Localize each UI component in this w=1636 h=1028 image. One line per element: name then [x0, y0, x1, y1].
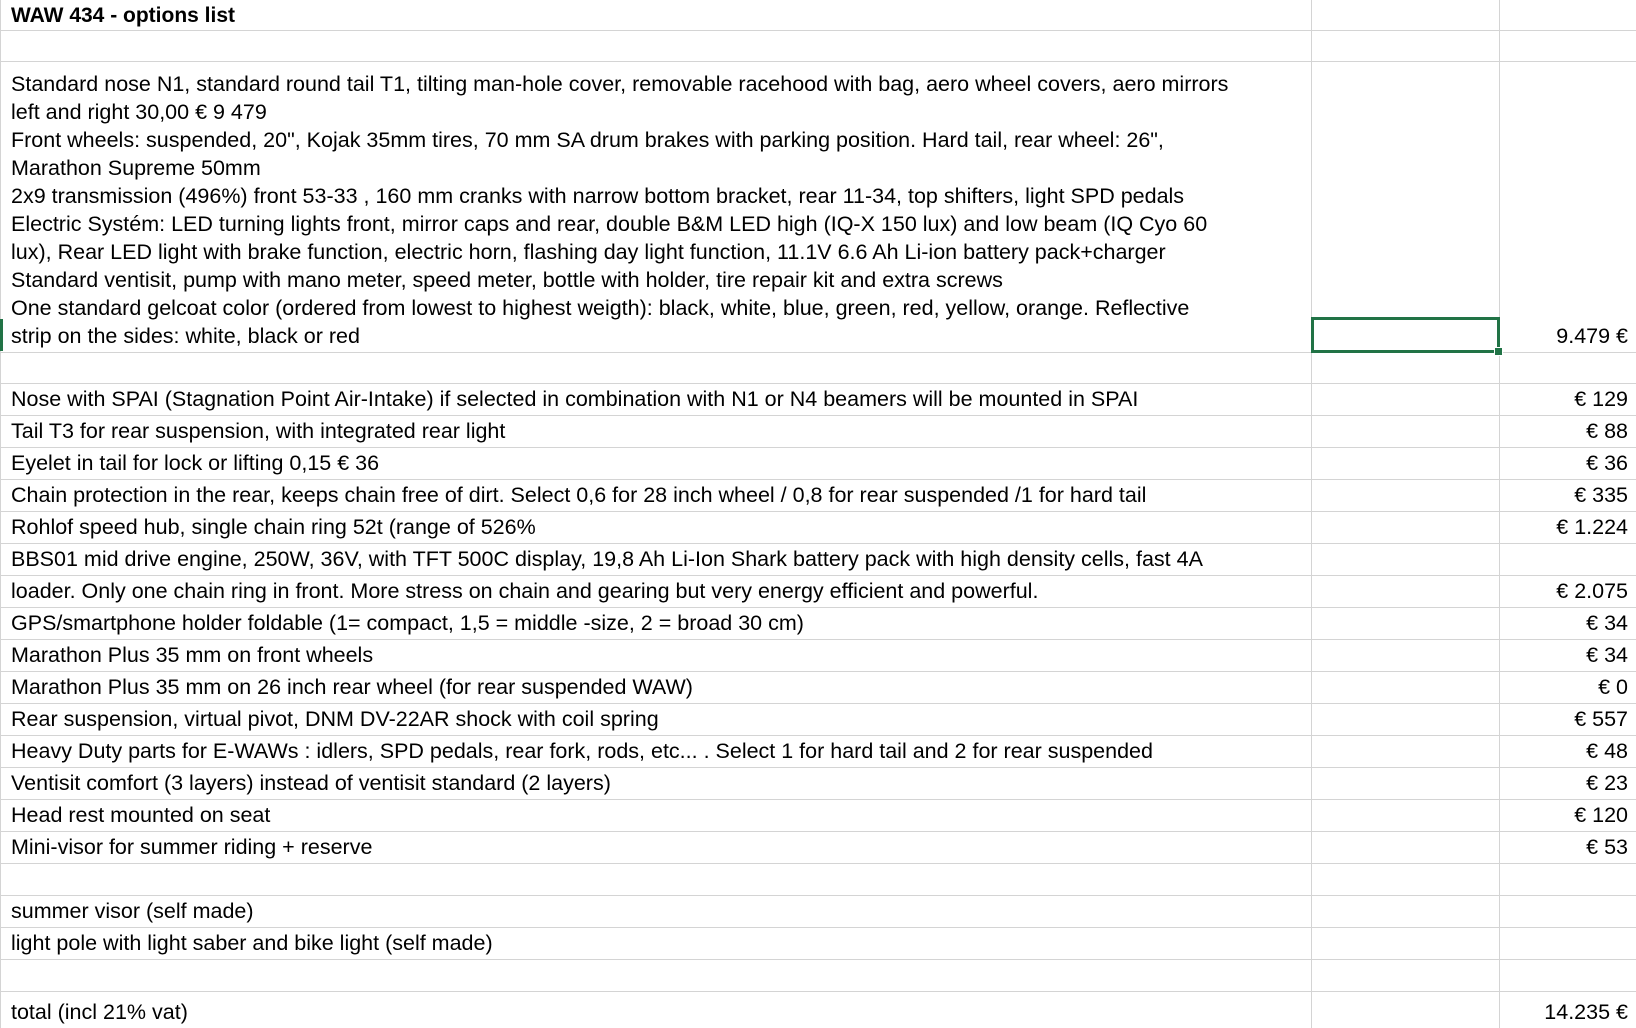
- base-line: strip on the sides: white, black or red: [11, 324, 360, 348]
- cell-empty[interactable]: [1312, 640, 1500, 672]
- cell-option-description[interactable]: [0, 800, 1312, 832]
- cell-empty[interactable]: [1312, 928, 1500, 960]
- cell-option-description[interactable]: [0, 832, 1312, 864]
- sheet-row-title: [0, 0, 1636, 31]
- cell-empty[interactable]: [0, 353, 1312, 384]
- cell-empty[interactable]: [1312, 608, 1500, 640]
- cell-total-price[interactable]: [1500, 992, 1636, 1028]
- self-made-row: [0, 928, 1636, 960]
- option-price: € 2.075: [1556, 579, 1628, 603]
- cell-empty[interactable]: [1312, 448, 1500, 480]
- cell-base-description[interactable]: [0, 62, 1312, 353]
- cell-option-price[interactable]: [1500, 704, 1636, 736]
- cell-empty[interactable]: [1312, 992, 1500, 1028]
- option-row: [0, 704, 1636, 736]
- base-line: Front wheels: suspended, 20", Kojak 35mm tires, 70 mm SA drum brakes with parking position. Hard tail, rear wheel: 26",: [11, 128, 1164, 152]
- cell-option-description[interactable]: [0, 704, 1312, 736]
- cell-empty[interactable]: [1312, 672, 1500, 704]
- option-row: [0, 384, 1636, 416]
- option-row: [0, 480, 1636, 512]
- cell-option-price[interactable]: [1500, 608, 1636, 640]
- option-price: € 335: [1574, 483, 1628, 507]
- option-description: loader. Only one chain ring in front. More stress on chain and gearing but very energy efficient and powerful.: [11, 579, 1039, 603]
- option-price: € 557: [1574, 707, 1628, 731]
- cell-option-description[interactable]: [0, 576, 1312, 608]
- cell-empty[interactable]: [0, 864, 1312, 896]
- cell-option-description[interactable]: [0, 448, 1312, 480]
- cell-empty[interactable]: [1312, 864, 1500, 896]
- cell-empty[interactable]: [1312, 736, 1500, 768]
- cell-empty[interactable]: [1312, 800, 1500, 832]
- cell-option-description[interactable]: [0, 608, 1312, 640]
- option-price: € 23: [1586, 771, 1628, 795]
- cell-empty[interactable]: [1312, 512, 1500, 544]
- cell-empty[interactable]: [1312, 544, 1500, 576]
- cell-option-price[interactable]: [1500, 640, 1636, 672]
- cell-empty[interactable]: [1500, 864, 1636, 896]
- self-made-description: light pole with light saber and bike light (self made): [11, 931, 493, 955]
- option-description: Marathon Plus 35 mm on front wheels: [11, 643, 374, 667]
- option-price: € 48: [1586, 739, 1628, 763]
- option-price: € 0: [1598, 675, 1628, 699]
- option-description: Rohlof speed hub, single chain ring 52t (range of 526%: [11, 515, 536, 539]
- base-line: Electric Systém: LED turning lights front, mirror caps and rear, double B&M LED high (IQ-X 150 lux) and low beam (IQ Cyo 60: [11, 212, 1208, 236]
- cell-option-price[interactable]: [1500, 736, 1636, 768]
- cell-empty[interactable]: [1312, 576, 1500, 608]
- option-row: [0, 576, 1636, 608]
- base-line: One standard gelcoat color (ordered from lowest to highest weigth): black, white, blue, green, red, yellow, orange. Reflective: [11, 296, 1190, 320]
- option-row: [0, 608, 1636, 640]
- cell-empty[interactable]: [0, 31, 1312, 62]
- cell-selection-outline[interactable]: [1311, 317, 1500, 353]
- option-row: [0, 544, 1636, 576]
- option-description: Tail T3 for rear suspension, with integrated rear light: [11, 419, 506, 443]
- base-line: left and right 30,00 € 9 479: [11, 100, 267, 124]
- option-description: Ventisit comfort (3 layers) instead of ventisit standard (2 layers): [11, 771, 611, 795]
- cell-option-price[interactable]: [1500, 832, 1636, 864]
- cell-total-label[interactable]: [0, 992, 1312, 1028]
- option-price: € 129: [1574, 387, 1628, 411]
- option-row: [0, 832, 1636, 864]
- cell-empty[interactable]: [1500, 0, 1636, 31]
- cell-option-description[interactable]: [0, 736, 1312, 768]
- base-price: 9.479 €: [1556, 324, 1628, 348]
- option-row: [0, 416, 1636, 448]
- sheet-row-empty: [0, 31, 1636, 62]
- self-made-description: summer visor (self made): [11, 899, 254, 923]
- cell-empty[interactable]: [1500, 960, 1636, 992]
- cell-option-description[interactable]: [0, 416, 1312, 448]
- cell-empty[interactable]: [1312, 384, 1500, 416]
- option-description: GPS/smartphone holder foldable (1= compact, 1,5 = middle -size, 2 = broad 30 cm): [11, 611, 804, 635]
- cell-empty[interactable]: [1312, 704, 1500, 736]
- base-line: 2x9 transmission (496%) front 53-33 , 160 mm cranks with narrow bottom bracket, rear 11-34, top shifters, light SPD pedals: [11, 184, 1185, 208]
- cell-option-price[interactable]: [1500, 672, 1636, 704]
- option-description: Head rest mounted on seat: [11, 803, 271, 827]
- cell-empty[interactable]: [0, 960, 1312, 992]
- cell-empty[interactable]: [1500, 353, 1636, 384]
- fill-handle[interactable]: [1494, 347, 1503, 356]
- cell-option-description[interactable]: [0, 480, 1312, 512]
- cell-self-made-description[interactable]: [0, 928, 1312, 960]
- option-row: [0, 768, 1636, 800]
- cell-empty[interactable]: [1312, 353, 1500, 384]
- option-row: [0, 640, 1636, 672]
- cell-empty[interactable]: [1312, 896, 1500, 928]
- cell-title[interactable]: [0, 0, 1312, 31]
- base-line: Marathon Supreme 50mm: [11, 156, 261, 180]
- option-price: € 36: [1586, 451, 1628, 475]
- self-made-row: [0, 896, 1636, 928]
- option-description: Rear suspension, virtual pivot, DNM DV-22AR shock with coil spring: [11, 707, 659, 731]
- cell-option-price[interactable]: [1500, 800, 1636, 832]
- cell-option-price[interactable]: [1500, 416, 1636, 448]
- base-line: lux), Rear LED light with brake function, electric horn, flashing day light function, 11.1V 6.6 Ah Li-ion battery pack+charger: [11, 240, 1166, 264]
- total-price: 14.235 €: [1544, 1000, 1628, 1024]
- cell-option-price[interactable]: [1500, 512, 1636, 544]
- cell-base-price[interactable]: [1500, 62, 1636, 353]
- option-row: [0, 672, 1636, 704]
- cell-empty[interactable]: [1312, 768, 1500, 800]
- option-price: € 1.224: [1556, 515, 1628, 539]
- cell-empty[interactable]: [1312, 0, 1500, 31]
- cell-option-price[interactable]: [1500, 576, 1636, 608]
- base-line: Standard ventisit, pump with mano meter, speed meter, bottle with holder, tire repair kit and extra screws: [11, 268, 1003, 292]
- option-row: [0, 800, 1636, 832]
- total-label: total (incl 21% vat): [11, 1000, 188, 1024]
- option-price: € 120: [1574, 803, 1628, 827]
- cell-empty[interactable]: [1312, 480, 1500, 512]
- active-row-indicator: [0, 319, 3, 351]
- option-price: € 53: [1586, 835, 1628, 859]
- cell-empty[interactable]: [1500, 896, 1636, 928]
- option-description: Eyelet in tail for lock or lifting 0,15 € 36: [11, 451, 380, 475]
- base-line: Standard nose N1, standard round tail T1, tilting man-hole cover, removable racehood with bag, aero wheel covers, aero mirrors: [11, 72, 1229, 96]
- cell-empty[interactable]: [1500, 31, 1636, 62]
- sheet-row-base-configuration: [0, 62, 1636, 353]
- option-row: [0, 736, 1636, 768]
- base-description: [11, 70, 1228, 350]
- option-price: € 34: [1586, 643, 1628, 667]
- cell-empty[interactable]: [1312, 416, 1500, 448]
- cell-empty[interactable]: [1312, 832, 1500, 864]
- option-description: Nose with SPAI (Stagnation Point Air-Intake) if selected in combination with N1 or N4 beamers will be mounted in SPAI: [11, 387, 1139, 411]
- sheet-title: WAW 434 - options list: [11, 4, 236, 27]
- cell-option-price[interactable]: [1500, 768, 1636, 800]
- cell-option-description[interactable]: [0, 672, 1312, 704]
- sheet-row-empty: [0, 864, 1636, 896]
- option-row: [0, 512, 1636, 544]
- option-description: BBS01 mid drive engine, 250W, 36V, with TFT 500C display, 19,8 Ah Li-Ion Shark battery pack with high density cells, fast 4A: [11, 547, 1203, 571]
- option-price: € 34: [1586, 611, 1628, 635]
- cell-option-price[interactable]: [1500, 480, 1636, 512]
- sheet-row-empty: [0, 353, 1636, 384]
- sheet-row-total: [0, 992, 1636, 1028]
- cell-empty[interactable]: [1500, 928, 1636, 960]
- cell-option-price[interactable]: [1500, 384, 1636, 416]
- option-description: Heavy Duty parts for E-WAWs : idlers, SPD pedals, rear fork, rods, etc... . Select 1 for hard tail and 2 for rear suspended: [11, 739, 1153, 763]
- option-row: [0, 448, 1636, 480]
- cell-empty[interactable]: [1312, 31, 1500, 62]
- sheet-row-empty: [0, 960, 1636, 992]
- option-description: Chain protection in the rear, keeps chain free of dirt. Select 0,6 for 28 inch wheel / 0,8 for rear suspended /1 for hard tail: [11, 483, 1147, 507]
- cell-option-price[interactable]: [1500, 448, 1636, 480]
- option-description: Mini-visor for summer riding + reserve: [11, 835, 373, 859]
- cell-selected[interactable]: [1312, 62, 1500, 353]
- cell-empty[interactable]: [1312, 960, 1500, 992]
- cell-self-made-description[interactable]: [0, 896, 1312, 928]
- cell-option-price[interactable]: [1500, 544, 1636, 576]
- cell-option-description[interactable]: [0, 640, 1312, 672]
- option-description: Marathon Plus 35 mm on 26 inch rear wheel (for rear suspended WAW): [11, 675, 693, 699]
- cell-option-description[interactable]: [0, 768, 1312, 800]
- cell-option-description[interactable]: [0, 384, 1312, 416]
- option-price: € 88: [1586, 419, 1628, 443]
- cell-option-description[interactable]: [0, 544, 1312, 576]
- cell-option-description[interactable]: [0, 512, 1312, 544]
